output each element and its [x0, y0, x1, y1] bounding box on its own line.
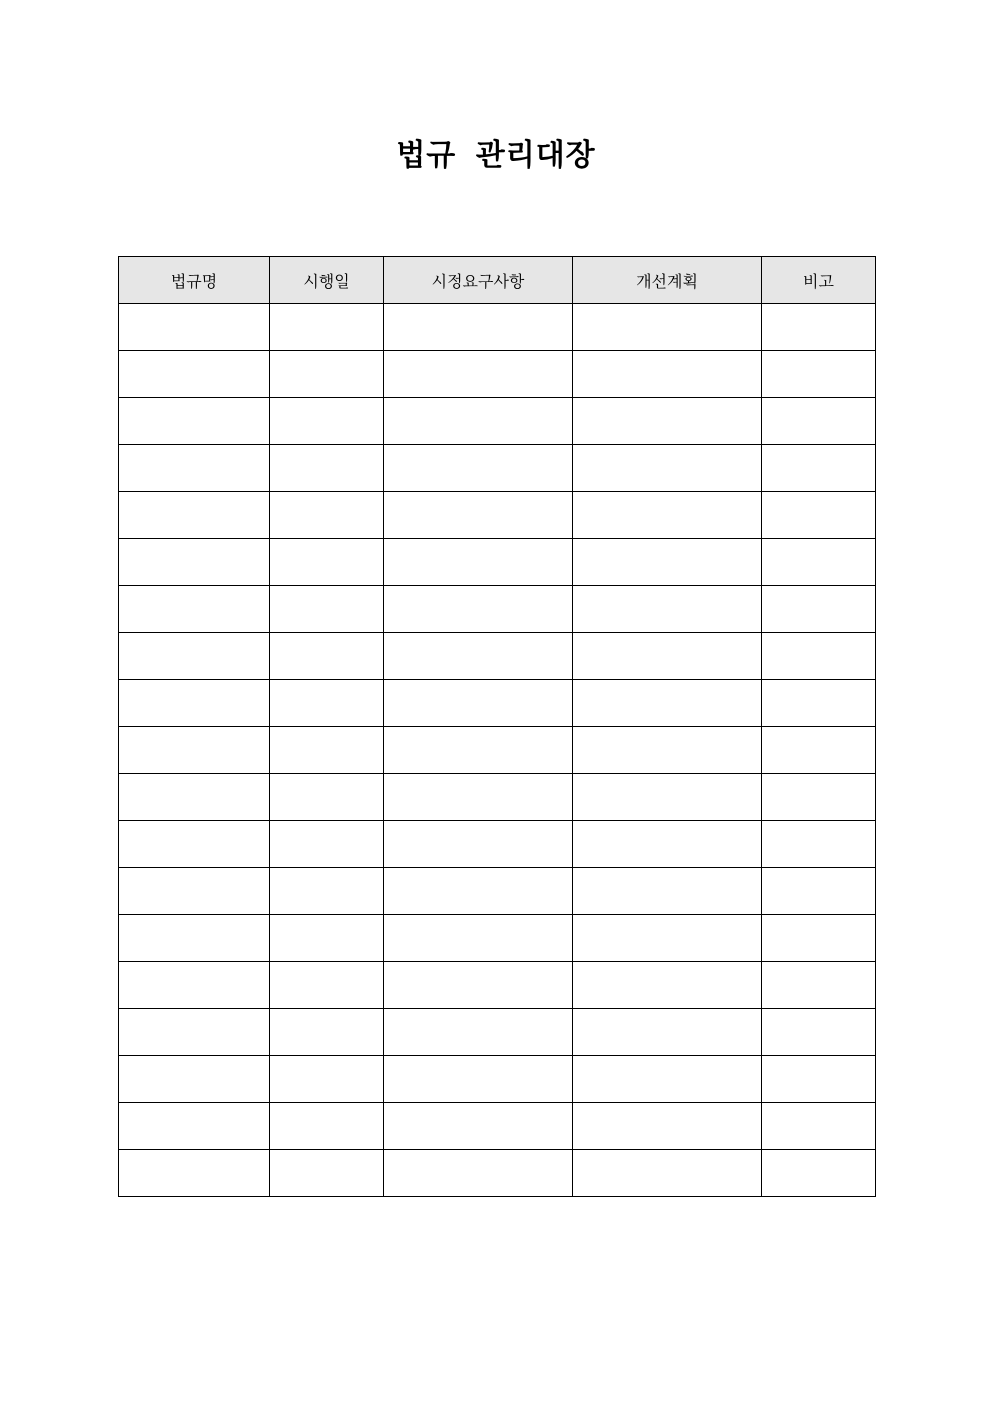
- cell-remarks[interactable]: [762, 727, 876, 774]
- table-body: [119, 304, 876, 1197]
- cell-corrective-request[interactable]: [384, 680, 573, 727]
- cell-improvement-plan[interactable]: [573, 727, 762, 774]
- cell-remarks[interactable]: [762, 962, 876, 1009]
- cell-corrective-request[interactable]: [384, 539, 573, 586]
- table-row: [119, 445, 876, 492]
- cell-regulation-name[interactable]: [119, 633, 270, 680]
- cell-regulation-name[interactable]: [119, 962, 270, 1009]
- cell-improvement-plan[interactable]: [573, 868, 762, 915]
- cell-regulation-name[interactable]: [119, 915, 270, 962]
- cell-regulation-name[interactable]: [119, 586, 270, 633]
- table-header-row: [119, 257, 876, 304]
- cell-regulation-name[interactable]: [119, 1056, 270, 1103]
- table-row: [119, 1103, 876, 1150]
- cell-effective-date[interactable]: [270, 351, 384, 398]
- cell-corrective-request[interactable]: [384, 774, 573, 821]
- cell-regulation-name[interactable]: [119, 1009, 270, 1056]
- regulation-ledger-table: [118, 256, 876, 1197]
- cell-improvement-plan[interactable]: [573, 304, 762, 351]
- cell-improvement-plan[interactable]: [573, 1103, 762, 1150]
- cell-improvement-plan[interactable]: [573, 445, 762, 492]
- cell-effective-date[interactable]: [270, 1056, 384, 1103]
- cell-corrective-request[interactable]: [384, 1056, 573, 1103]
- cell-remarks[interactable]: [762, 633, 876, 680]
- table-row: [119, 351, 876, 398]
- cell-remarks[interactable]: [762, 304, 876, 351]
- cell-effective-date[interactable]: [270, 398, 384, 445]
- cell-remarks[interactable]: [762, 1150, 876, 1197]
- cell-corrective-request[interactable]: [384, 962, 573, 1009]
- cell-regulation-name[interactable]: [119, 680, 270, 727]
- cell-corrective-request[interactable]: [384, 398, 573, 445]
- cell-remarks[interactable]: [762, 821, 876, 868]
- table-row: [119, 1056, 876, 1103]
- header-remarks: 비고: [762, 257, 876, 304]
- cell-corrective-request[interactable]: [384, 492, 573, 539]
- cell-corrective-request[interactable]: [384, 821, 573, 868]
- page-title: 법규 관리대장: [396, 138, 596, 173]
- cell-remarks[interactable]: [762, 351, 876, 398]
- cell-remarks[interactable]: [762, 1009, 876, 1056]
- cell-regulation-name[interactable]: [119, 304, 270, 351]
- cell-effective-date[interactable]: [270, 1150, 384, 1197]
- cell-corrective-request[interactable]: [384, 1103, 573, 1150]
- table-row: [119, 1009, 876, 1056]
- cell-regulation-name[interactable]: [119, 351, 270, 398]
- cell-improvement-plan[interactable]: [573, 1009, 762, 1056]
- cell-improvement-plan[interactable]: [573, 915, 762, 962]
- cell-regulation-name[interactable]: [119, 774, 270, 821]
- cell-corrective-request[interactable]: [384, 586, 573, 633]
- table-row: [119, 915, 876, 962]
- cell-remarks[interactable]: [762, 586, 876, 633]
- cell-improvement-plan[interactable]: [573, 398, 762, 445]
- cell-effective-date[interactable]: [270, 304, 384, 351]
- header-improvement-plan: 개선계획: [573, 257, 762, 304]
- cell-effective-date[interactable]: [270, 774, 384, 821]
- header-effective-date: 시행일: [270, 257, 384, 304]
- cell-regulation-name[interactable]: [119, 1103, 270, 1150]
- cell-effective-date[interactable]: [270, 1103, 384, 1150]
- cell-remarks[interactable]: [762, 1103, 876, 1150]
- cell-corrective-request[interactable]: [384, 445, 573, 492]
- cell-improvement-plan[interactable]: [573, 351, 762, 398]
- cell-corrective-request[interactable]: [384, 915, 573, 962]
- cell-improvement-plan[interactable]: [573, 1056, 762, 1103]
- cell-improvement-plan[interactable]: [573, 492, 762, 539]
- header-regulation-name: 법규명: [119, 257, 270, 304]
- header-corrective-request: 시정요구사항: [384, 257, 573, 304]
- cell-improvement-plan[interactable]: [573, 774, 762, 821]
- cell-remarks[interactable]: [762, 774, 876, 821]
- table-row: [119, 774, 876, 821]
- table-row: [119, 962, 876, 1009]
- cell-corrective-request[interactable]: [384, 351, 573, 398]
- table-row: [119, 868, 876, 915]
- cell-regulation-name[interactable]: [119, 868, 270, 915]
- cell-remarks[interactable]: [762, 492, 876, 539]
- cell-corrective-request[interactable]: [384, 1009, 573, 1056]
- cell-effective-date[interactable]: [270, 727, 384, 774]
- cell-improvement-plan[interactable]: [573, 633, 762, 680]
- cell-regulation-name[interactable]: [119, 1150, 270, 1197]
- table-row: [119, 821, 876, 868]
- cell-effective-date[interactable]: [270, 868, 384, 915]
- cell-regulation-name[interactable]: [119, 492, 270, 539]
- cell-remarks[interactable]: [762, 445, 876, 492]
- table-row: [119, 492, 876, 539]
- table-row: [119, 586, 876, 633]
- cell-remarks[interactable]: [762, 868, 876, 915]
- cell-effective-date[interactable]: [270, 915, 384, 962]
- cell-regulation-name[interactable]: [119, 727, 270, 774]
- cell-improvement-plan[interactable]: [573, 539, 762, 586]
- cell-improvement-plan[interactable]: [573, 821, 762, 868]
- cell-effective-date[interactable]: [270, 586, 384, 633]
- cell-effective-date[interactable]: [270, 962, 384, 1009]
- cell-corrective-request[interactable]: [384, 633, 573, 680]
- cell-regulation-name[interactable]: [119, 821, 270, 868]
- cell-effective-date[interactable]: [270, 1009, 384, 1056]
- cell-remarks[interactable]: [762, 539, 876, 586]
- cell-effective-date[interactable]: [270, 492, 384, 539]
- cell-effective-date[interactable]: [270, 680, 384, 727]
- table-row: [119, 1150, 876, 1197]
- cell-remarks[interactable]: [762, 680, 876, 727]
- cell-regulation-name[interactable]: [119, 398, 270, 445]
- cell-remarks[interactable]: [762, 915, 876, 962]
- cell-regulation-name[interactable]: [119, 539, 270, 586]
- table-row: [119, 633, 876, 680]
- cell-effective-date[interactable]: [270, 633, 384, 680]
- cell-corrective-request[interactable]: [384, 304, 573, 351]
- cell-improvement-plan[interactable]: [573, 680, 762, 727]
- cell-effective-date[interactable]: [270, 821, 384, 868]
- cell-improvement-plan[interactable]: [573, 1150, 762, 1197]
- table-row: [119, 680, 876, 727]
- cell-corrective-request[interactable]: [384, 727, 573, 774]
- table-row: [119, 539, 876, 586]
- cell-remarks[interactable]: [762, 398, 876, 445]
- cell-improvement-plan[interactable]: [573, 962, 762, 1009]
- cell-effective-date[interactable]: [270, 445, 384, 492]
- table-row: [119, 304, 876, 351]
- cell-regulation-name[interactable]: [119, 445, 270, 492]
- table-row: [119, 727, 876, 774]
- cell-corrective-request[interactable]: [384, 1150, 573, 1197]
- cell-improvement-plan[interactable]: [573, 586, 762, 633]
- table-row: [119, 398, 876, 445]
- cell-remarks[interactable]: [762, 1056, 876, 1103]
- cell-effective-date[interactable]: [270, 539, 384, 586]
- cell-corrective-request[interactable]: [384, 868, 573, 915]
